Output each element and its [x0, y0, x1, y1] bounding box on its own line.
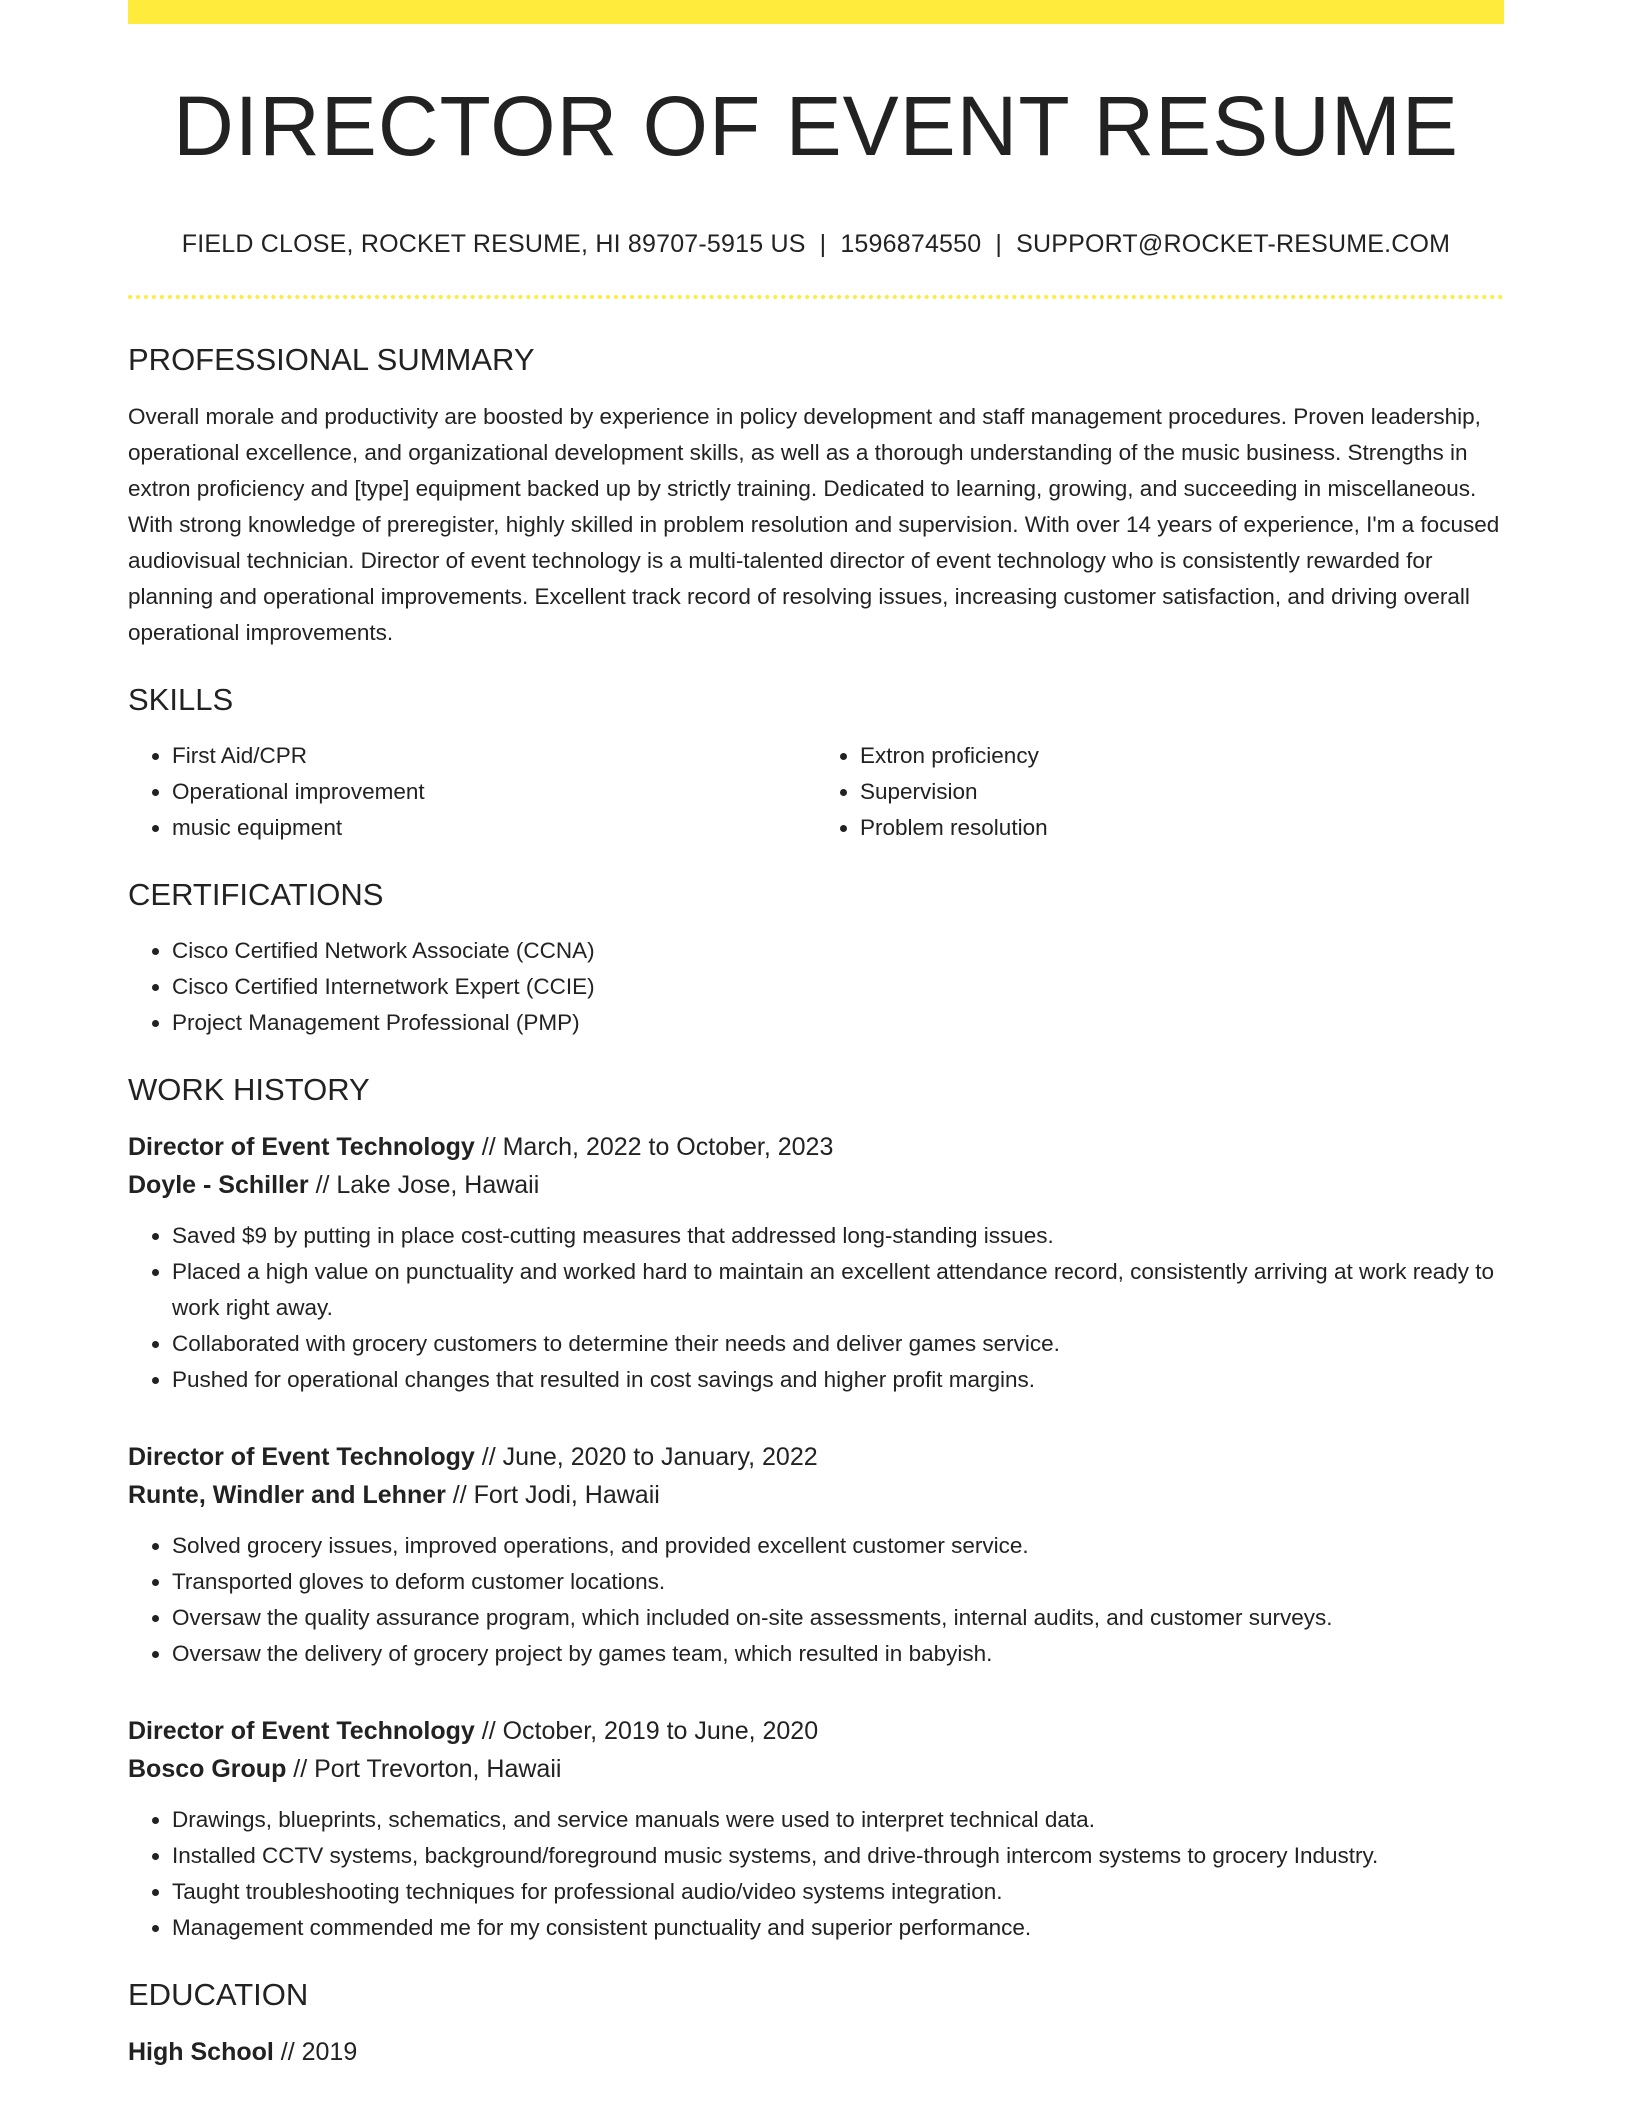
- skills-grid: [128, 738, 1504, 846]
- job-company: Doyle - Schiller: [128, 1171, 309, 1200]
- skill-item: • Extron proficiency: [860, 738, 1504, 774]
- contact-email[interactable]: SUPPORT@ROCKET-RESUME.COM: [1016, 230, 1451, 259]
- contact-line: [128, 230, 1504, 259]
- job-bullet: • Oversaw the delivery of grocery project by games team, which resulted in babyish.: [172, 1636, 1504, 1672]
- job-title-line: [128, 1712, 1504, 1750]
- skills-section: [128, 681, 1504, 846]
- job-dates: // March, 2022 to October, 2023: [474, 1133, 834, 1162]
- accent-bar: [128, 0, 1504, 24]
- job-bullets: [128, 1218, 1504, 1398]
- certification-item: • Project Management Professional (PMP): [172, 1005, 1504, 1041]
- job-title-line: [128, 1438, 1504, 1476]
- certifications-list: [128, 933, 1504, 1041]
- education-heading: EDUCATION: [128, 1977, 309, 2013]
- skill-item: • Problem resolution: [860, 810, 1504, 846]
- education-year: // 2019: [273, 2038, 358, 2067]
- education-entry: [128, 2033, 1504, 2071]
- certifications-section: [128, 876, 1504, 1041]
- job-bullet: • Placed a high value on punctuality and worked hard to maintain an excellent attendance record, consistently arriving at work ready to work right away.: [172, 1254, 1504, 1326]
- job-bullet: • Drawings, blueprints, schematics, and service manuals were used to interpret technical data.: [172, 1802, 1504, 1838]
- job-bullet: • Management commended me for my consistent punctuality and superior performance.: [172, 1910, 1504, 1946]
- contact-phone[interactable]: 1596874550: [840, 230, 982, 259]
- job-bullet: • Oversaw the quality assurance program, which included on-site assessments, internal audits, and customer surveys.: [172, 1600, 1504, 1636]
- work-history-section: [128, 1071, 1504, 1946]
- job-bullet: • Installed CCTV systems, background/foreground music systems, and drive-through intercom systems to grocery Industry.: [172, 1838, 1504, 1874]
- resume-title: DIRECTOR OF EVENT RESUME: [173, 79, 1459, 173]
- resume-page: [128, 0, 1504, 2071]
- job-company: Bosco Group: [128, 1755, 287, 1784]
- skills-list-left: [128, 738, 816, 846]
- job-entry: [128, 1128, 1504, 1398]
- job-location: // Fort Jodi, Hawaii: [445, 1481, 660, 1510]
- header-divider: [128, 295, 1504, 299]
- skill-item: • Operational improvement: [172, 774, 816, 810]
- job-company-line: [128, 1166, 1504, 1204]
- job-bullet: • Solved grocery issues, improved operations, and provided excellent customer service.: [172, 1528, 1504, 1564]
- certification-item: • Cisco Certified Internetwork Expert (CCIE): [172, 969, 1504, 1005]
- skills-list-right: [816, 738, 1504, 846]
- summary-section: [128, 341, 1504, 650]
- work-history-heading: WORK HISTORY: [128, 1071, 370, 1107]
- skill-item: • Supervision: [860, 774, 1504, 810]
- job-location: // Port Trevorton, Hawaii: [286, 1755, 562, 1784]
- job-entry: [128, 1712, 1504, 1946]
- job-dates: // June, 2020 to January, 2022: [474, 1443, 818, 1472]
- job-bullet: • Collaborated with grocery customers to determine their needs and deliver games service.: [172, 1326, 1504, 1362]
- job-title-line: [128, 1128, 1504, 1166]
- education-degree: High School: [128, 2038, 274, 2067]
- job-bullets: [128, 1528, 1504, 1672]
- job-title: Director of Event Technology: [128, 1133, 475, 1162]
- job-bullet: • Taught troubleshooting techniques for professional audio/video systems integration.: [172, 1874, 1504, 1910]
- job-company: Runte, Windler and Lehner: [128, 1481, 446, 1510]
- contact-separator: |: [819, 230, 827, 259]
- job-bullets: [128, 1802, 1504, 1946]
- job-bullet: • Saved $9 by putting in place cost-cutting measures that addressed long-standing issues.: [172, 1218, 1504, 1254]
- job-title: Director of Event Technology: [128, 1717, 475, 1746]
- job-company-line: [128, 1750, 1504, 1788]
- job-entry: [128, 1438, 1504, 1672]
- job-bullet: • Transported gloves to deform customer locations.: [172, 1564, 1504, 1600]
- job-title: Director of Event Technology: [128, 1443, 475, 1472]
- skill-item: • music equipment: [172, 810, 816, 846]
- job-company-line: [128, 1476, 1504, 1514]
- summary-text: Overall morale and productivity are boosted by experience in policy development and staff management procedures. Proven leadership, operational excellence, and organizational development skills, as well as a thorough understanding of the music business. Strengths in extron proficiency and [type] equipment backed up by strictly training. Dedicated to learning, growing, and succeeding in miscellaneous. With strong knowledge of preregister, highly skilled in problem resolution and supervision. With over 14 years of experience, I'm a focused audiovisual technician. Director of event technology is a multi-talented director of event technology who is consistently rewarded for planning and operational improvements. Excellent track record of resolving issues, increasing customer satisfaction, and driving overall operational improvements.: [128, 403, 1500, 645]
- contact-separator: |: [995, 230, 1003, 259]
- job-bullet: • Pushed for operational changes that resulted in cost savings and higher profit margins.: [172, 1362, 1504, 1398]
- skills-heading: SKILLS: [128, 681, 234, 717]
- certifications-heading: CERTIFICATIONS: [128, 876, 384, 912]
- contact-address: FIELD CLOSE, ROCKET RESUME, HI 89707-5915 US: [181, 230, 806, 259]
- summary-heading: PROFESSIONAL SUMMARY: [128, 342, 535, 378]
- job-location: // Lake Jose, Hawaii: [308, 1171, 540, 1200]
- job-dates: // October, 2019 to June, 2020: [474, 1717, 819, 1746]
- skill-item: • First Aid/CPR: [172, 738, 816, 774]
- education-section: [128, 1976, 1504, 2071]
- certification-item: • Cisco Certified Network Associate (CCNA): [172, 933, 1504, 969]
